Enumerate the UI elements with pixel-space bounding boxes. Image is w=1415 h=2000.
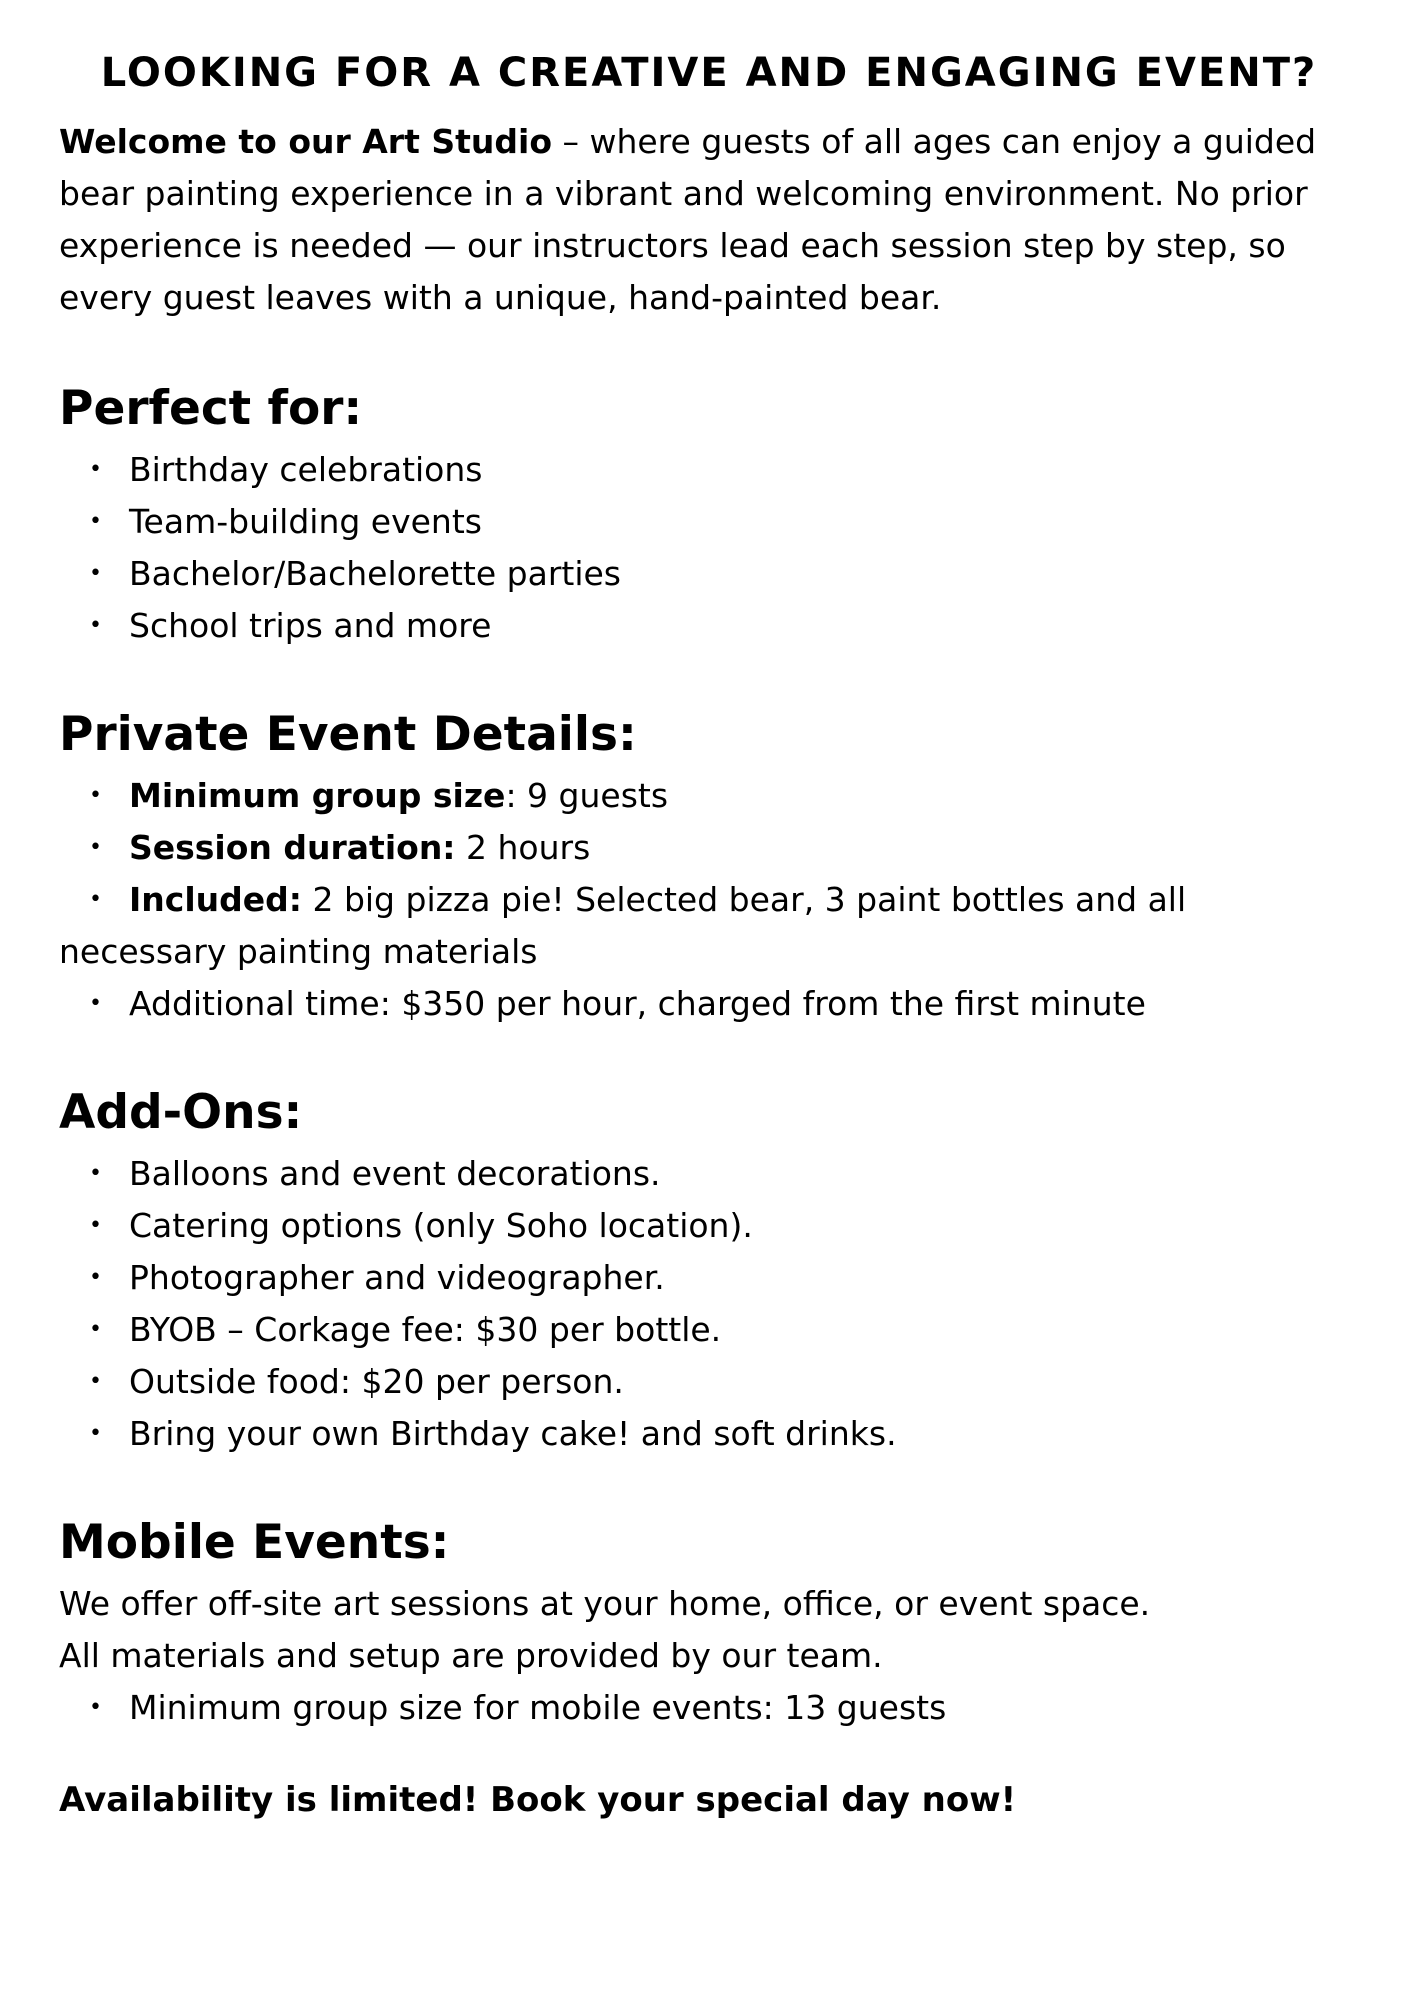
perfect-for-list — [59, 444, 1359, 652]
list-item-included — [59, 874, 1359, 978]
mobile-min-group-text: Minimum group size for mobile events: 13 guests — [129, 1688, 947, 1727]
bullet-icon: • — [89, 457, 102, 482]
list-item — [59, 1356, 1359, 1408]
list-item-text: Catering options (only Soho location). — [129, 1206, 753, 1245]
list-item — [59, 600, 1359, 652]
private-event-heading: Private Event Details: — [59, 707, 637, 762]
bullet-icon: • — [89, 1317, 102, 1342]
min-group-value: : 9 guests — [505, 776, 669, 815]
list-item — [59, 496, 1359, 548]
add-ons-heading: Add-Ons: — [59, 1085, 303, 1140]
min-group-label: Minimum group size — [129, 776, 506, 815]
mobile-events-line-1: We offer off-site art sessions at your home, office, or event space. — [59, 1584, 1151, 1623]
mobile-events-heading: Mobile Events: — [59, 1515, 450, 1570]
intro-text: – where guests of all ages can enjoy a guided bear painting experience in a vibrant and welcoming environment. No prior experience is needed — our instructors lead each session step by step, so every guest leaves with a unique, hand-painted bear. — [59, 122, 1317, 317]
list-item-additional-time — [59, 978, 1359, 1030]
bullet-icon: • — [89, 887, 102, 912]
list-item-text: Outside food: $20 per person. — [129, 1362, 624, 1401]
bullet-icon: • — [89, 561, 102, 586]
flyer-page — [59, 38, 1359, 1826]
bullet-icon: • — [89, 835, 102, 860]
add-ons-list — [59, 1148, 1359, 1460]
intro-lead: Welcome to our Art Studio — [59, 122, 552, 161]
bullet-icon: • — [89, 613, 102, 638]
duration-value: 2 hours — [455, 828, 591, 867]
bullet-icon: • — [89, 991, 102, 1016]
included-label: Included: — [129, 880, 302, 919]
list-item — [59, 1304, 1359, 1356]
list-item-text: Team-building events — [129, 502, 482, 541]
closing-call-to-action: Availability is limited! Book your special day now! — [59, 1780, 1017, 1820]
list-item-mobile-min-group — [59, 1682, 1359, 1734]
list-item — [59, 548, 1359, 600]
list-item-text: Bring your own Birthday cake! and soft drinks. — [129, 1414, 897, 1453]
private-event-list — [59, 770, 1359, 1030]
list-item — [59, 1200, 1359, 1252]
bullet-icon: • — [89, 1695, 102, 1720]
list-item-duration — [59, 822, 1359, 874]
list-item — [59, 1408, 1359, 1460]
list-item-text: BYOB – Corkage fee: $30 per bottle. — [129, 1310, 722, 1349]
list-item-text: Bachelor/Bachelorette parties — [129, 554, 622, 593]
bullet-icon: • — [89, 1421, 102, 1446]
list-item-text: Photographer and videographer. — [129, 1258, 665, 1297]
list-item-text: Balloons and event decorations. — [129, 1154, 661, 1193]
bullet-icon: • — [89, 1369, 102, 1394]
list-item — [59, 1252, 1359, 1304]
perfect-for-heading: Perfect for: — [59, 381, 363, 436]
bullet-icon: • — [89, 783, 102, 808]
included-value: 2 big pizza pie! Selected bear, 3 paint bottles and all necessary painting materials — [59, 880, 1187, 971]
list-item-text: School trips and more — [129, 606, 492, 645]
intro-paragraph — [59, 116, 1359, 324]
additional-time-text: Additional time: $350 per hour, charged from the first minute — [129, 984, 1146, 1023]
page-title: LOOKING FOR A CREATIVE AND ENGAGING EVENT? — [100, 50, 1318, 96]
mobile-events-list — [59, 1682, 1359, 1734]
list-item-text: Birthday celebrations — [129, 450, 483, 489]
bullet-icon: • — [89, 1265, 102, 1290]
bullet-icon: • — [89, 509, 102, 534]
list-item-min-group — [59, 770, 1359, 822]
bullet-icon: • — [89, 1161, 102, 1186]
list-item — [59, 1148, 1359, 1200]
mobile-events-line-2: All materials and setup are provided by our team. — [59, 1636, 883, 1675]
bullet-icon: • — [89, 1213, 102, 1238]
list-item — [59, 444, 1359, 496]
duration-label: Session duration: — [129, 828, 456, 867]
